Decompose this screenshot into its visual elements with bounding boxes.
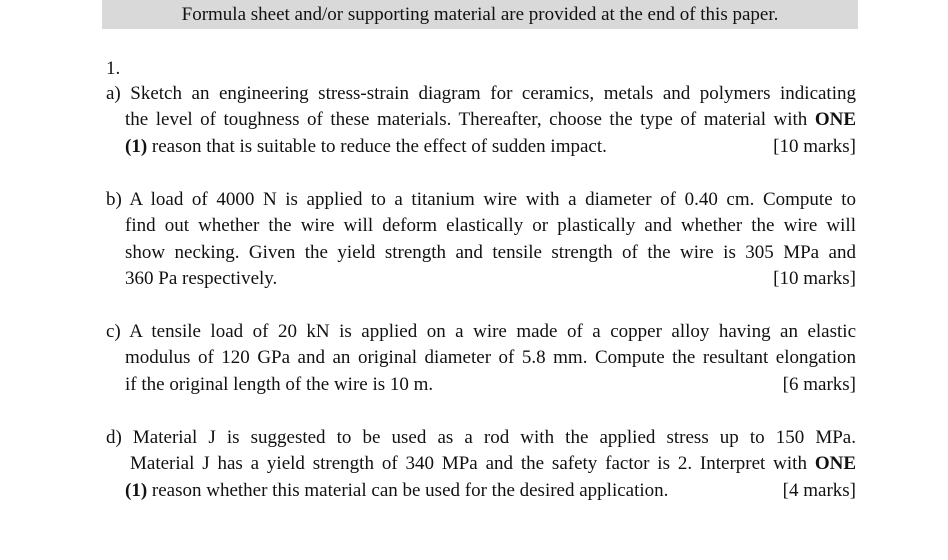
- part-b-line-3: show necking. Given the yield strength and tensile strength of the wire is 305 MPa and: [125, 241, 856, 263]
- part-d-line-3: (1) reason whether this material can be used for the desired application. [4 marks]: [106, 478, 856, 504]
- part-d-marks: [4 marks]: [782, 479, 856, 501]
- emphasis-one-numeral: (1): [125, 479, 148, 501]
- part-a-line-3: (1) reason that is suitable to reduce the effect of sudden impact. [10 marks]: [106, 134, 856, 160]
- part-c-marks: [6 marks]: [782, 373, 856, 395]
- question-part-b: [106, 187, 856, 292]
- part-b-marks: [10 marks]: [773, 267, 856, 289]
- instructions-banner: [102, 0, 858, 29]
- part-d-line-1: d) Material J is suggested to be used as a rod with the applied stress up to 150 MPa.: [106, 427, 856, 448]
- question-part-c: [106, 319, 856, 398]
- part-b-line-4: 360 Pa respectively. [10 marks]: [106, 266, 856, 292]
- part-a-line-1: a) Sketch an engineering stress-strain diagram for ceramics, metals and polymers indicating: [106, 83, 856, 104]
- part-b-line-2: find out whether the wire will deform elastically or plastically and whether the wire will: [125, 215, 856, 237]
- question-number: 1.: [106, 58, 121, 79]
- question-part-d: [106, 425, 856, 504]
- question-part-a: [106, 81, 856, 160]
- part-a-line-2: the level of toughness of these materials. Thereafter, choose the type of material with ONE: [125, 109, 856, 131]
- part-b-line-1: b) A load of 4000 N is applied to a titanium wire with a diameter of 0.40 cm. Compute to: [106, 189, 856, 210]
- part-c-line-3: if the original length of the wire is 10 m. [6 marks]: [106, 372, 856, 398]
- emphasis-one-numeral: (1): [125, 135, 148, 157]
- emphasis-one: ONE: [814, 109, 856, 131]
- part-c-line-1: c) A tensile load of 20 kN is applied on a wire made of a copper alloy having an elastic: [106, 321, 856, 342]
- part-c-line-2: modulus of 120 GPa and an original diameter of 5.8 mm. Compute the resultant elongation: [125, 347, 856, 369]
- banner-text: Formula sheet and/or supporting material are provided at the end of this paper.: [181, 3, 779, 25]
- part-d-line-2: Material J has a yield strength of 340 MPa and the safety factor is 2. Interpret with ONE: [130, 453, 857, 475]
- part-a-marks: [10 marks]: [773, 135, 856, 157]
- emphasis-one: ONE: [814, 453, 857, 475]
